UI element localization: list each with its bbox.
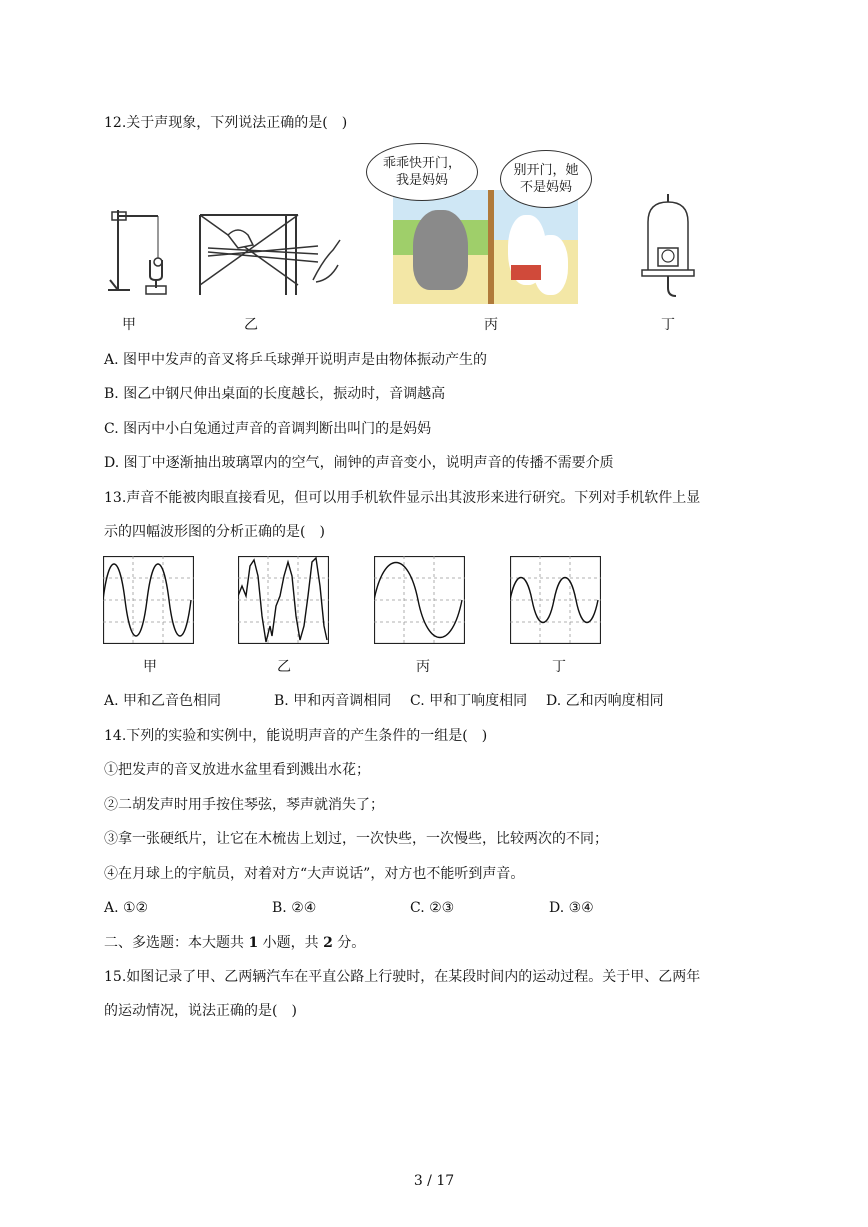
q13-option-a: A. 甲和乙音色相同 bbox=[104, 693, 222, 709]
q12-option-b: B. 图乙中钢尺伸出桌面的长度越长，振动时，音调越高 bbox=[104, 386, 446, 402]
q14-options bbox=[104, 898, 594, 918]
q12-caption-yi: 乙 bbox=[244, 317, 258, 333]
q13-caption-bing: 丙 bbox=[416, 659, 430, 675]
q13-option-b: B. 甲和丙音调相同 bbox=[274, 693, 392, 709]
q12-option-a: A. 图甲中发声的音叉将乒乓球弹开说明声是由物体振动产生的 bbox=[104, 352, 488, 368]
q13-caption-yi: 乙 bbox=[277, 659, 291, 675]
waveform-bing bbox=[374, 556, 465, 644]
q12-caption-ding: 丁 bbox=[661, 317, 675, 333]
q14-option-c: C. ②③ bbox=[410, 900, 455, 916]
q14-option-b: B. ②④ bbox=[272, 900, 317, 916]
q15-stem-line2: 的运动情况，说法正确的是( ) bbox=[104, 1003, 297, 1019]
q12-option-d: D. 图丁中逐渐抽出玻璃罩内的空气，闹钟的声音变小，说明声音的传播不需要介质 bbox=[104, 455, 614, 471]
q13-option-d: D. 乙和丙响度相同 bbox=[546, 693, 664, 709]
q13-option-c: C. 甲和丁响度相同 bbox=[410, 693, 528, 709]
waveform-yi bbox=[238, 556, 329, 644]
q12-figure-ding bbox=[640, 192, 700, 304]
q13-stem-line1: 13.声音不能被肉眼直接看见，但可以用手机软件显示出其波形来进行研究。下列对手机软件上显 bbox=[104, 490, 701, 506]
q12-figure-yi bbox=[198, 210, 348, 300]
q12-caption-jia: 甲 bbox=[122, 317, 136, 333]
page-number: 3 / 17 bbox=[413, 1173, 455, 1189]
q14-item-2: ②二胡发声时用手按住琴弦，琴声就消失了； bbox=[104, 797, 384, 813]
q14-item-3: ③拿一张硬纸片，让它在木梳齿上划过，一次快些，一次慢些，比较两次的不同； bbox=[104, 831, 608, 847]
q13-caption-jia: 甲 bbox=[143, 659, 157, 675]
waveform-jia bbox=[103, 556, 194, 644]
speech-bubble-left: 乖乖快开门， 我是妈妈 bbox=[366, 143, 478, 201]
speech-bubble-right: 别开门，她 不是妈妈 bbox=[500, 150, 592, 208]
q14-item-4: ④在月球上的宇航员，对着对方“大声说话”，对方也不能听到声音。 bbox=[104, 866, 525, 882]
q14-item-1: ①把发声的音叉放进水盆里看到溅出水花； bbox=[104, 762, 370, 778]
q12-caption-bing: 丙 bbox=[484, 317, 498, 333]
q13-stem-line2: 示的四幅波形图的分析正确的是( ) bbox=[104, 524, 325, 540]
q13-options bbox=[104, 691, 664, 711]
q14-stem: 14.下列的实验和实例中，能说明声音的产生条件的一组是( ) bbox=[104, 728, 488, 744]
q15-stem-line1: 15.如图记录了甲、乙两辆汽车在平直公路上行驶时，在某段时间内的运动过程。关于甲、乙两年 bbox=[104, 969, 701, 985]
q12-figure-jia bbox=[100, 200, 190, 300]
q12-option-c: C. 图丙中小白兔通过声音的音调判断出叫门的是妈妈 bbox=[104, 421, 432, 437]
q14-option-d: D. ③④ bbox=[549, 900, 594, 916]
q14-option-a: A. ①② bbox=[104, 900, 149, 916]
waveform-ding bbox=[510, 556, 601, 644]
q12-stem: 12.关于声现象，下列说法正确的是( ) bbox=[104, 115, 348, 131]
section-heading-multiple-choice: 二、多选题：本大题共 1 小题，共 2 分。 bbox=[104, 935, 366, 951]
q13-caption-ding: 丁 bbox=[552, 659, 566, 675]
